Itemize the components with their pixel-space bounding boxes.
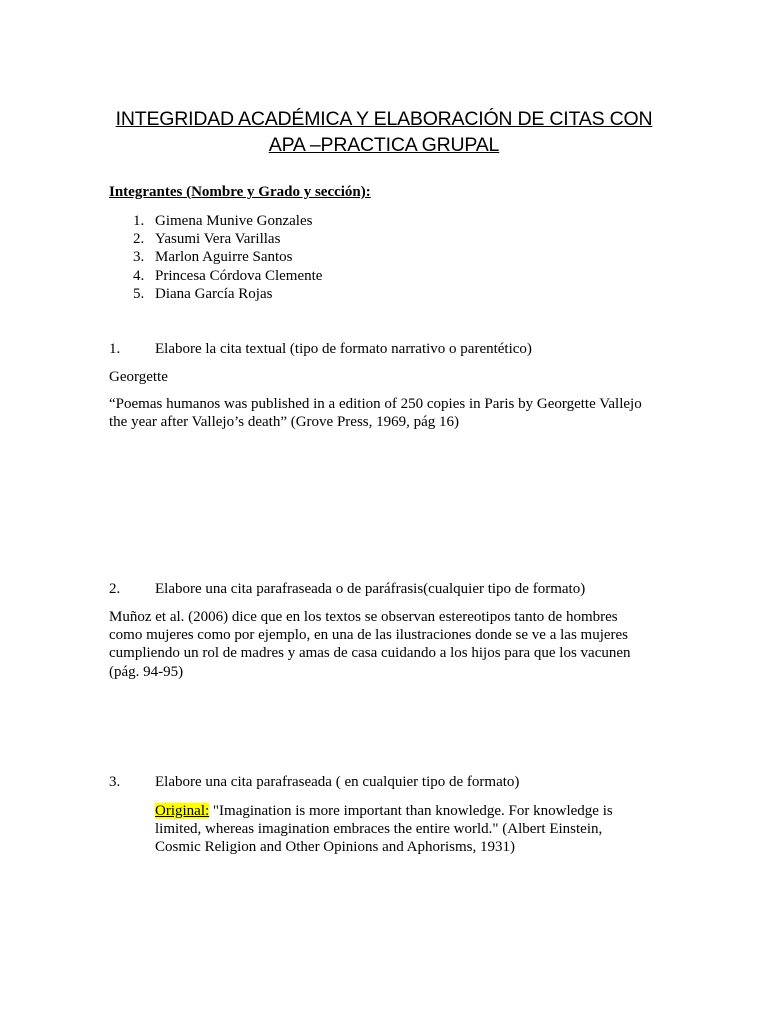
list-item-number: 3. [133,249,145,266]
document-title [100,106,668,158]
question-number: 2. [109,581,121,597]
list-item [109,248,322,266]
title-line-1: INTEGRIDAD ACADÉMICA Y ELABORACIÓN DE CITAS CON [115,108,653,130]
list-item-name: Yasumi Vera Varillas [155,231,281,248]
list-item-number: 2. [133,231,145,248]
list-item-number: 4. [133,267,145,284]
answer-2-paraphrase: Muñoz et al. (2006) dice que en los textos se observan estereotipos tanto de hombres como mujeres como por ejemplo, en una de las ilustraciones donde se ve a las mujeres cumpliendo un rol de madres y amas de casa cuidando a los hijos para que los vacunen (pág. 94-95) [109,609,631,680]
question-text: Elabore la cita textual (tipo de formato narrativo o parentético) [155,341,532,357]
original-quote: "Imagination is more important than knowledge. For knowledge is limited, whereas imagination embraces the entire world." (Albert Einstein, Cosmic Religion and Other Opinions and Aphorisms, 1931) [155,803,613,856]
question-3 [109,773,519,791]
list-item-number: 1. [133,213,145,229]
question-number: 1. [109,341,121,357]
list-item [109,285,322,303]
answer-1-quote: “Poemas humanos was published in a edition of 250 copies in Paris by Georgette Vallejo the year after Vallejo’s death” (Grove Press, 1969, pág 16) [109,396,642,431]
list-item [109,230,322,248]
list-item-name: Diana García Rojas [155,285,273,302]
title-line-2: APA –PRACTICA GRUPAL [268,134,500,156]
list-item-number: 5. [133,285,145,302]
question-text: Elabore una cita parafraseada o de paráfrasis(cualquier tipo de formato) [155,581,586,597]
list-item-name: Princesa Córdova Clemente [155,267,323,284]
list-item-name: Gimena Munive Gonzales [155,213,313,229]
question-2 [109,580,585,598]
question-1 [109,340,532,358]
list-item [109,212,322,230]
answer-1-name: Georgette [109,369,168,385]
original-label: Original: [155,803,210,819]
answer-3-original [155,802,645,857]
members-heading: Integrantes (Nombre y Grado y sección): [109,184,371,200]
members-list [109,212,322,303]
question-number: 3. [109,774,121,790]
list-item-name: Marlon Aguirre Santos [155,249,293,266]
question-text: Elabore una cita parafraseada ( en cualquier tipo de formato) [155,774,520,790]
list-item [109,267,322,285]
